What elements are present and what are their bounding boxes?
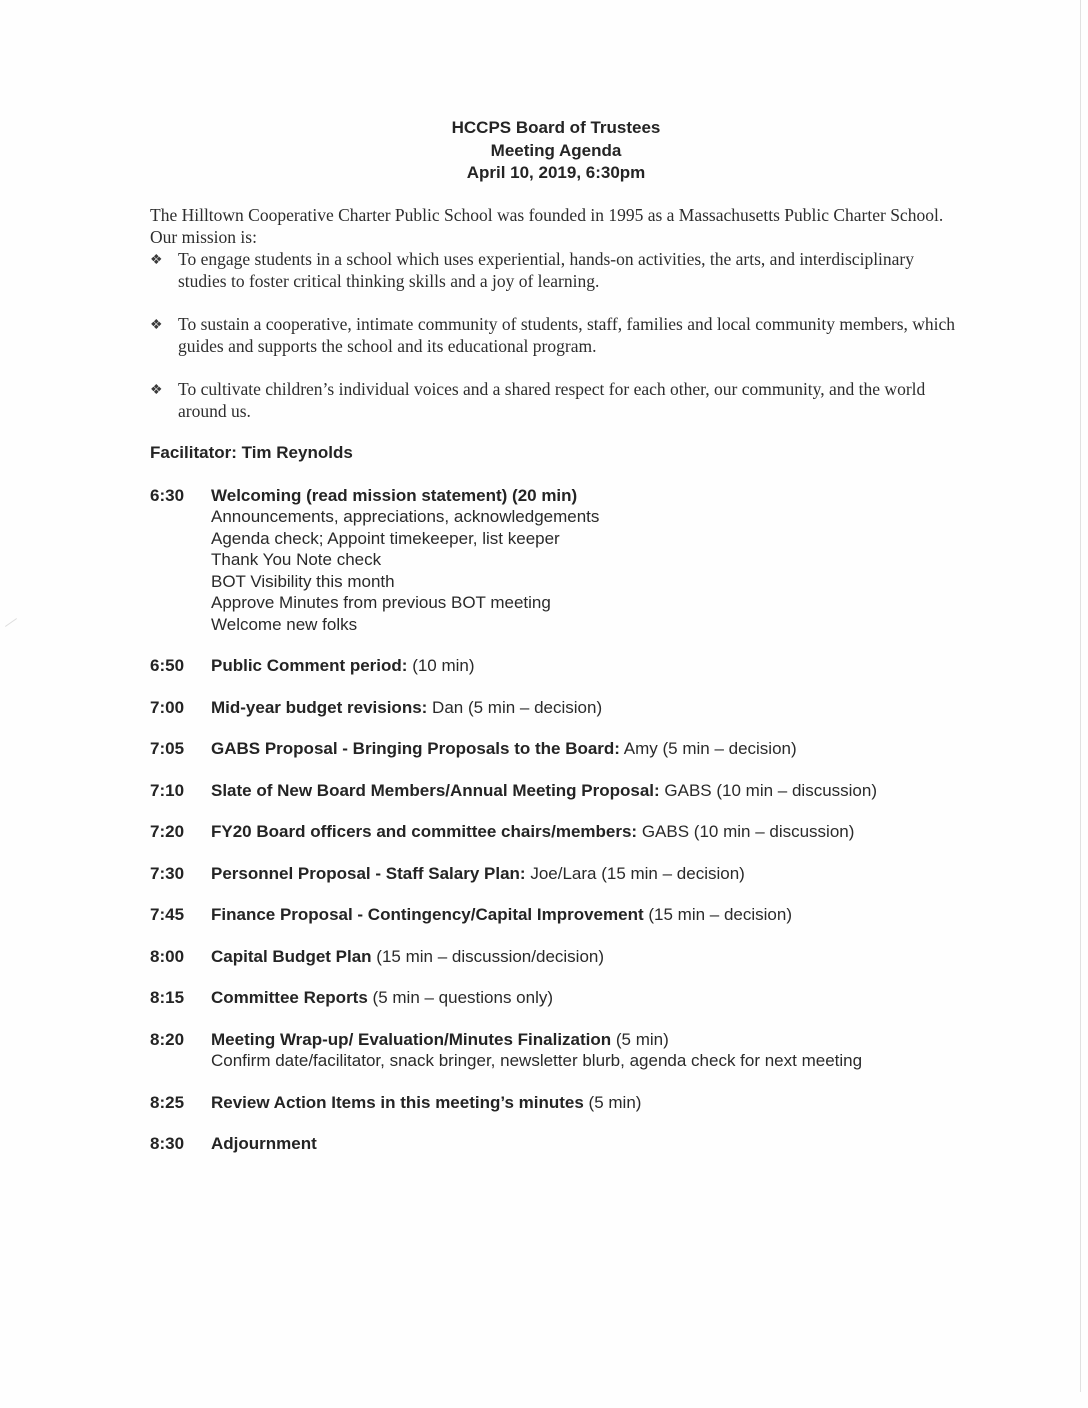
agenda-detail: Amy (5 min – decision) xyxy=(619,739,797,758)
agenda-sublist xyxy=(211,506,962,635)
agenda-item xyxy=(150,485,962,636)
mission-bullets xyxy=(150,248,962,422)
agenda-time: 8:00 xyxy=(150,946,185,966)
agenda-heading xyxy=(211,1133,962,1155)
agenda-heading xyxy=(211,655,962,677)
agenda-title: GABS Proposal - Bringing Proposals to the Board: xyxy=(211,739,620,758)
agenda-item xyxy=(150,821,962,843)
mission-bullet-text: To cultivate children’s individual voices and a shared respect for each other, our community, and the world around us. xyxy=(178,378,926,421)
agenda-body xyxy=(211,904,962,926)
agenda-body xyxy=(211,821,962,843)
scan-edge-mark xyxy=(5,618,17,627)
agenda-time: 8:25 xyxy=(150,1092,185,1112)
agenda-title: Review Action Items in this meeting’s minutes xyxy=(211,1092,584,1112)
agenda-heading xyxy=(211,904,962,926)
agenda-detail: (15 min – discussion/decision) xyxy=(371,946,605,966)
agenda-title: Capital Budget Plan xyxy=(211,946,372,966)
document-date: April 10, 2019, 6:30pm xyxy=(466,163,646,182)
document-header xyxy=(150,117,962,185)
agenda-subitem: Approve Minutes from previous BOT meeting xyxy=(211,593,551,612)
agenda-time: 7:00 xyxy=(150,697,185,717)
agenda-heading xyxy=(211,697,962,719)
agenda-title: Personnel Proposal - Staff Salary Plan: xyxy=(211,863,526,883)
agenda-title: Committee Reports xyxy=(211,988,368,1007)
agenda-time: 7:10 xyxy=(150,780,185,800)
agenda-body xyxy=(211,1133,962,1155)
diamond-bullet-icon: ❖ xyxy=(150,317,163,333)
mission-bullet-text: To engage students in a school which uses experiential, hands-on activities, the arts, and interdisciplinary studies to foster critical thinking skills and a joy of learning. xyxy=(178,248,915,291)
agenda-subitem: BOT Visibility this month xyxy=(211,571,395,591)
agenda-body xyxy=(211,485,962,636)
agenda-body xyxy=(211,1029,962,1072)
agenda-time: 7:20 xyxy=(150,822,185,841)
diamond-bullet-icon: ❖ xyxy=(150,382,163,398)
agenda-detail: Dan (5 min – decision) xyxy=(427,697,603,717)
agenda-title: Meeting Wrap-up/ Evaluation/Minutes Finalization xyxy=(211,1029,612,1049)
intro-paragraph: The Hilltown Cooperative Charter Public School was founded in 1995 as a Massachusetts Public Charter School. Our mission is: xyxy=(150,204,944,247)
agenda-heading xyxy=(211,485,962,507)
agenda-title: FY20 Board officers and committee chairs/members: xyxy=(211,822,638,841)
agenda-detail: (5 min) xyxy=(583,1092,642,1112)
agenda-time: 8:20 xyxy=(150,1029,185,1049)
agenda-detail: (10 min) xyxy=(407,656,475,675)
agenda-time: 7:45 xyxy=(150,905,185,924)
agenda-heading xyxy=(211,780,962,802)
agenda-item xyxy=(150,697,962,719)
agenda-heading xyxy=(211,1029,962,1051)
agenda-item xyxy=(150,946,962,968)
agenda-item xyxy=(150,863,962,885)
agenda-heading xyxy=(211,821,962,843)
agenda-detail: Joe/Lara (15 min – decision) xyxy=(525,863,745,883)
agenda-body xyxy=(211,987,962,1009)
agenda-item xyxy=(150,780,962,802)
agenda-subitem: Welcome new folks xyxy=(211,614,358,634)
agenda-title: Finance Proposal - Contingency/Capital Improvement xyxy=(211,905,644,924)
document-content xyxy=(150,117,962,1175)
agenda-detail: (5 min – questions only) xyxy=(367,988,554,1007)
agenda-subitem: Agenda check; Appoint timekeeper, list keeper xyxy=(211,528,560,548)
agenda-sublist xyxy=(211,1050,962,1072)
document-title: HCCPS Board of Trustees xyxy=(451,118,661,137)
agenda-list xyxy=(150,485,962,1155)
diamond-bullet-icon: ❖ xyxy=(150,252,163,268)
facilitator-line: Facilitator: Tim Reynolds xyxy=(150,442,353,462)
agenda-subitem: Announcements, appreciations, acknowledgements xyxy=(211,507,600,526)
agenda-body xyxy=(211,863,962,885)
agenda-item xyxy=(150,987,962,1009)
agenda-time: 8:15 xyxy=(150,988,185,1007)
agenda-heading xyxy=(211,987,962,1009)
agenda-detail: (15 min – decision) xyxy=(643,905,792,924)
agenda-time: 8:30 xyxy=(150,1134,185,1153)
agenda-body xyxy=(211,780,962,802)
agenda-heading xyxy=(211,946,962,968)
agenda-body xyxy=(211,1092,962,1114)
agenda-title: Public Comment period: xyxy=(211,656,408,675)
mission-bullet-item xyxy=(150,248,962,292)
agenda-item xyxy=(150,1029,962,1072)
document-subtitle: Meeting Agenda xyxy=(490,140,622,160)
agenda-item xyxy=(150,1133,962,1155)
agenda-item xyxy=(150,1092,962,1114)
agenda-time: 7:30 xyxy=(150,863,185,883)
agenda-heading xyxy=(211,863,962,885)
agenda-heading xyxy=(211,738,962,760)
agenda-subitem: Thank You Note check xyxy=(211,550,382,569)
agenda-title: Mid-year budget revisions: xyxy=(211,697,428,717)
agenda-item xyxy=(150,738,962,760)
agenda-heading xyxy=(211,1092,962,1114)
agenda-detail: (5 min) xyxy=(611,1029,669,1049)
agenda-body xyxy=(211,946,962,968)
agenda-title: Welcoming (read mission statement) (20 min) xyxy=(211,485,578,505)
mission-bullet-text: To sustain a cooperative, intimate community of students, staff, families and local community members, which guides and supports the school and its educational program. xyxy=(178,313,956,356)
agenda-title: Adjournment xyxy=(211,1134,317,1153)
scan-edge-line xyxy=(1080,0,1081,1392)
mission-bullet-item xyxy=(150,313,962,357)
agenda-time: 7:05 xyxy=(150,739,185,758)
agenda-time: 6:50 xyxy=(150,656,185,675)
mission-bullet-item xyxy=(150,378,962,422)
agenda-item xyxy=(150,655,962,677)
agenda-title: Slate of New Board Members/Annual Meeting Proposal: xyxy=(211,780,660,800)
agenda-subitem: Confirm date/facilitator, snack bringer, newsletter blurb, agenda check for next meeting xyxy=(211,1051,863,1070)
agenda-body xyxy=(211,738,962,760)
agenda-detail: GABS (10 min – discussion) xyxy=(637,822,855,841)
agenda-detail: GABS (10 min – discussion) xyxy=(659,780,877,800)
agenda-item xyxy=(150,904,962,926)
agenda-body xyxy=(211,697,962,719)
agenda-time: 6:30 xyxy=(150,485,185,505)
agenda-body xyxy=(211,655,962,677)
